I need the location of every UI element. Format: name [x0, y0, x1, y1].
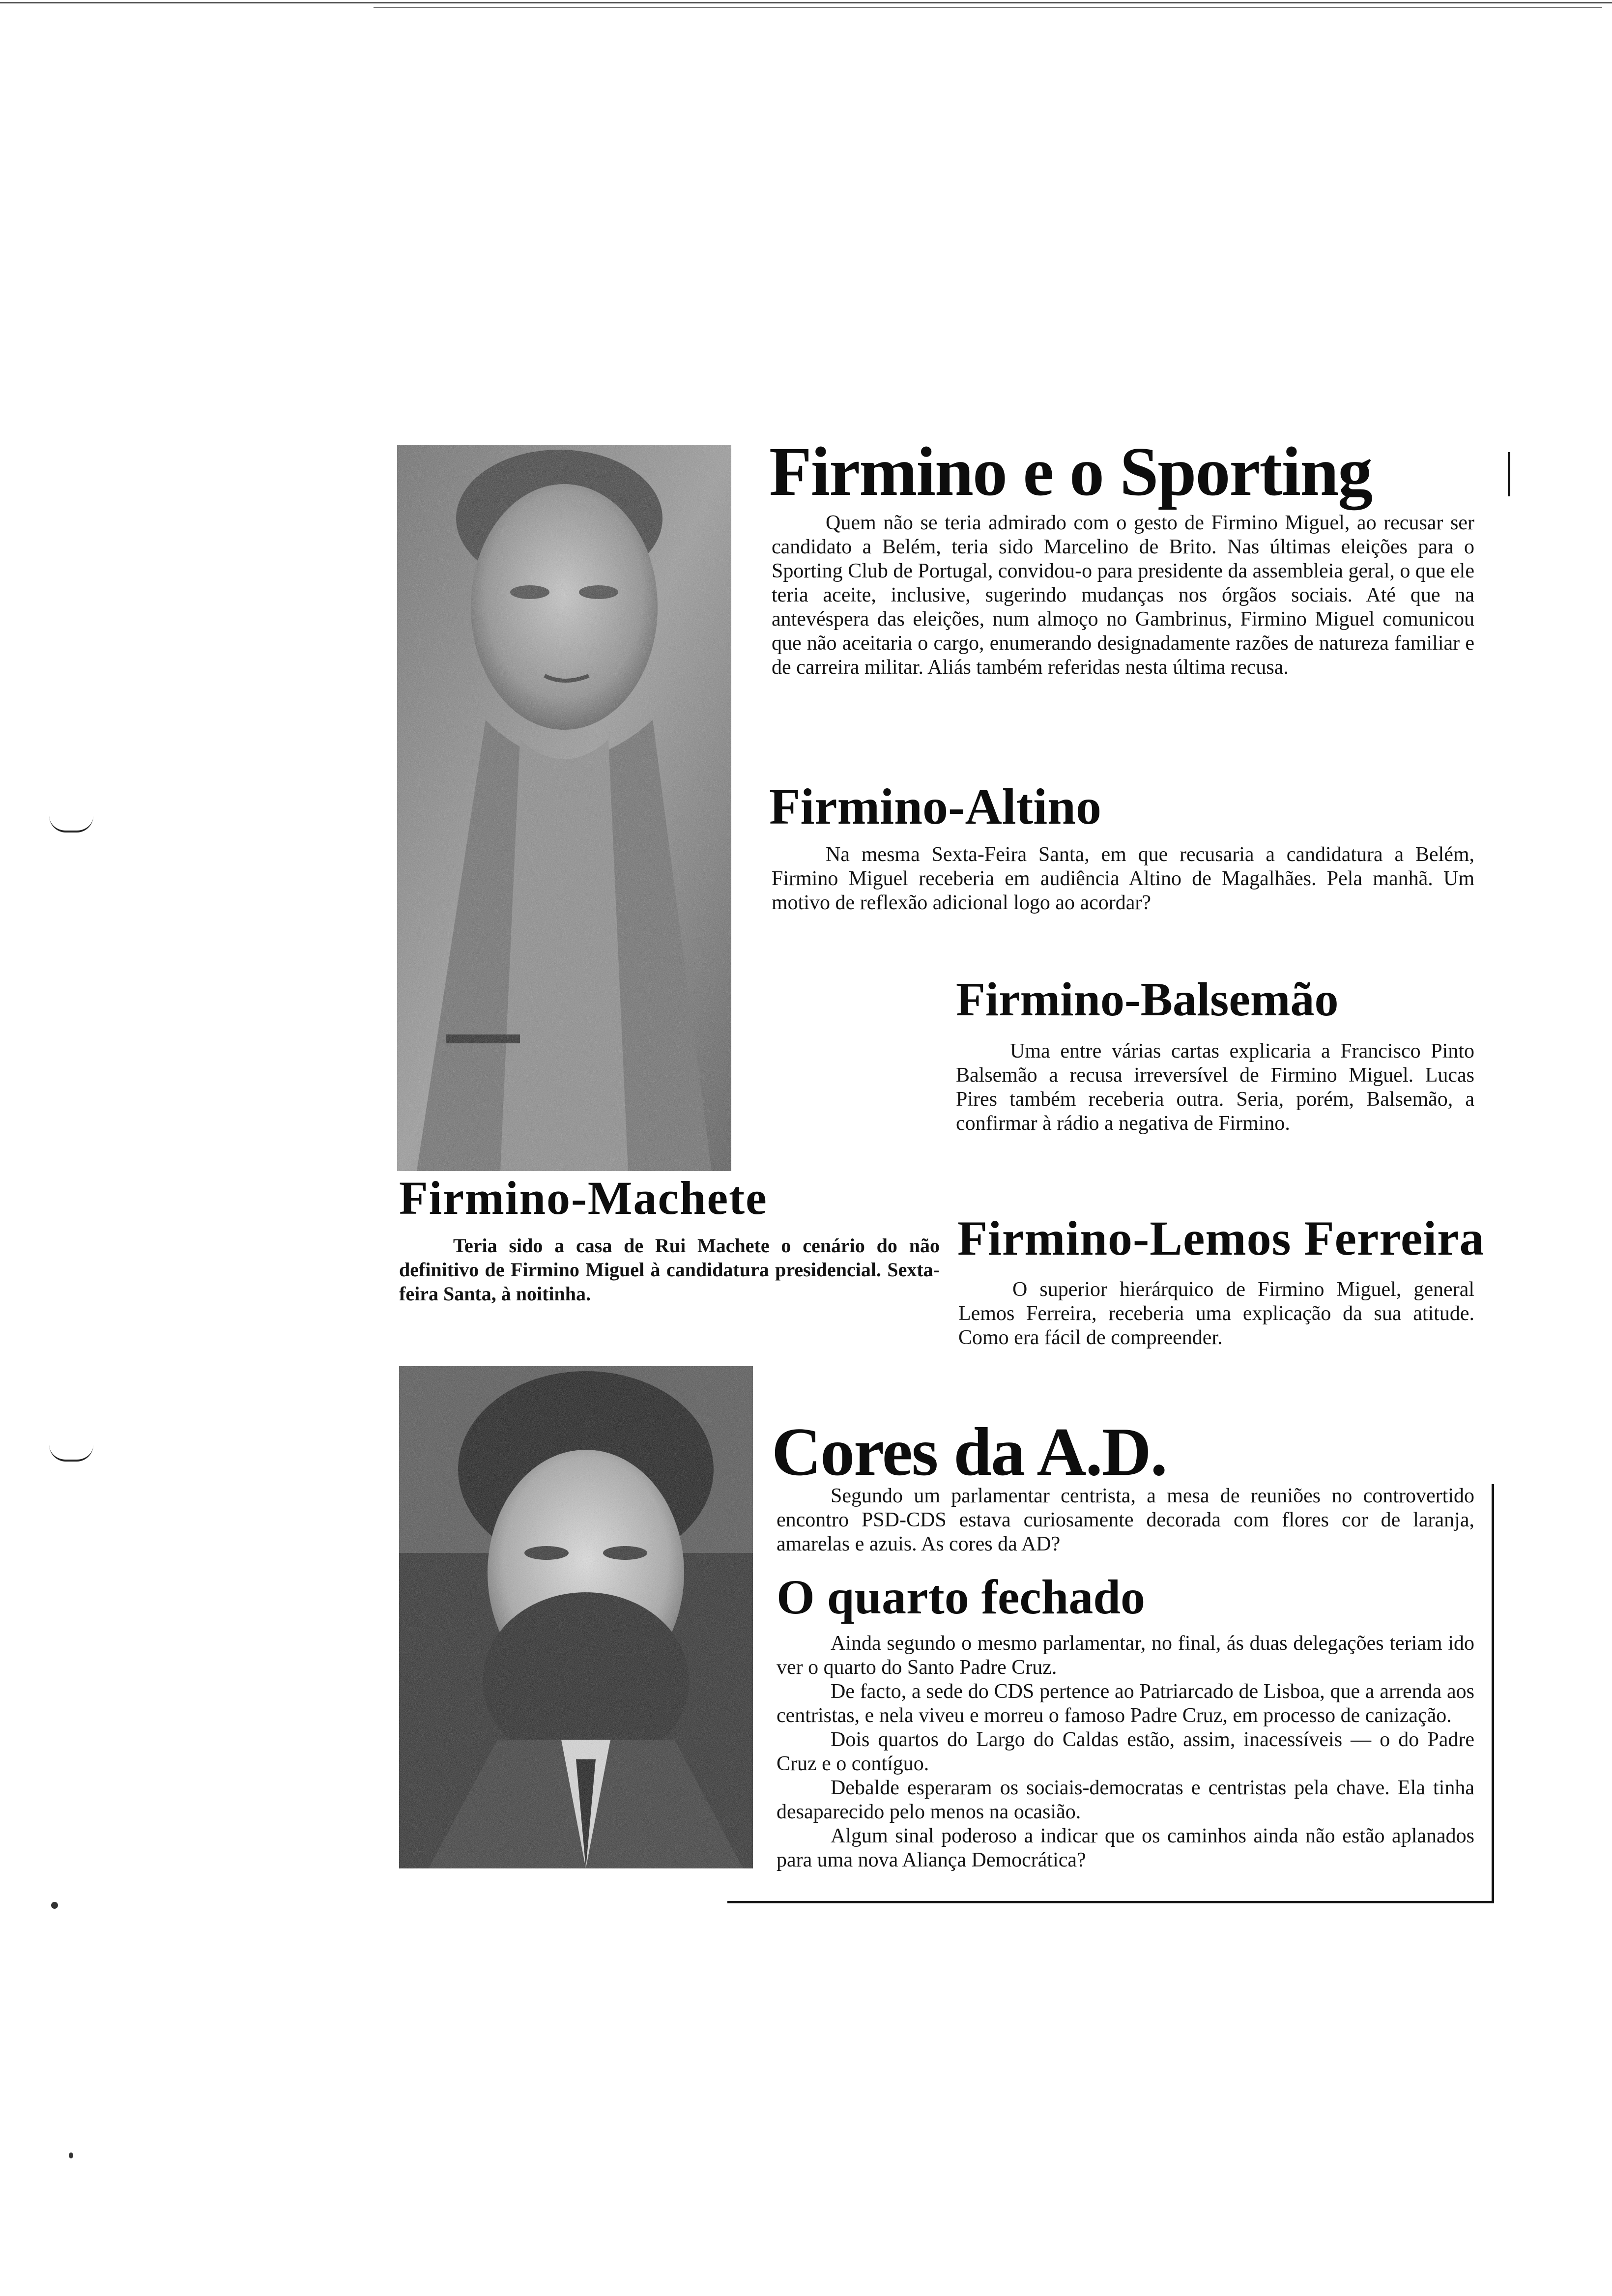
paragraph: De facto, a sede do CDS pertence ao Patriarcado de Lisboa, que a arrenda aos centristas, e nela viveu e morreu o famoso Padre Cruz, em processo de canização. [777, 1680, 1474, 1727]
margin-dot [69, 2152, 73, 2158]
article-quarto-body [777, 1632, 1474, 1872]
punch-mark [49, 816, 93, 832]
headline-cores: Cores da A.D. [772, 1414, 1167, 1490]
paragraph: Uma entre várias cartas explicaria a Francisco Pinto Balsemão a recusa irreversível de Firmino Miguel. Lucas Pires também receberia outra. Seria, porém, Balsemão, a confirmar à rádio a negativa de Firmino. [956, 1040, 1474, 1135]
scan-edge-line [0, 2, 1612, 3]
headline-altino: Firmino-Altino [769, 778, 1101, 835]
article-lemos-body [958, 1278, 1474, 1350]
photo-rui-machete [399, 1366, 753, 1868]
paragraph: O superior hierárquico de Firmino Miguel, general Lemos Ferreira, receberia uma explicação da sua atitude. Como era fácil de compreender. [958, 1278, 1474, 1349]
paragraph: Teria sido a casa de Rui Machete o cenário do não definitivo de Firmino Miguel à candidatura presidencial. Sexta-feira Santa, à noitinha. [399, 1234, 940, 1305]
article-altino-body [772, 843, 1474, 915]
headline-balsemao: Firmino-Balsemão [956, 973, 1339, 1026]
paragraph: Debalde esperaram os sociais-democratas e centristas pela chave. Ela tinha desaparecido pelo menos na ocasião. [777, 1777, 1474, 1823]
article-cores-body [777, 1484, 1474, 1556]
headline-lemos: Firmino-Lemos Ferreira [957, 1211, 1485, 1265]
paragraph: Algum sinal poderoso a indicar que os caminhos ainda não estão aplanados para uma nova Aliança Democrática? [777, 1825, 1474, 1871]
paragraph: Quem não se teria admirado com o gesto de Firmino Miguel, ao recusar ser candidato a Belém, teria sido Marcelino de Brito. Nas últimas eleições para o Sporting Club de Portugal, convidou-o para presidente da assembleia geral, o que ele teria aceite, inclusive, sugerindo mudanças nos órgãos sociais. Até que na antevéspera das eleições, num almoço no Gambrinus, Firmino Miguel comunicou que não aceitaria o cargo, enumerando designadamente razões de natureza familiar e de carreira militar. Aliás também referidas nesta última recusa. [772, 512, 1474, 679]
clipping-right-rule [1492, 1484, 1494, 1902]
photo-firmino-miguel [397, 445, 731, 1171]
right-margin-rule [1508, 452, 1510, 496]
headline-sporting: Firmino e o Sporting [769, 432, 1372, 510]
headline-machete: Firmino-Machete [399, 1172, 768, 1224]
portrait-image [397, 445, 731, 1171]
article-sporting-body [772, 511, 1474, 680]
margin-dot [51, 1902, 58, 1909]
article-balsemao-body [956, 1039, 1474, 1136]
clipping-bottom-rule [727, 1901, 1494, 1903]
headline-quarto: O quarto fechado [777, 1570, 1145, 1624]
scan-edge-line [374, 7, 1602, 8]
paragraph: Na mesma Sexta-Feira Santa, em que recusaria a candidatura a Belém, Firmino Miguel receberia em audiência Altino de Magalhães. Pela manhã. Um motivo de reflexão adicional logo ao acordar? [772, 843, 1474, 914]
portrait-image [399, 1366, 753, 1868]
paragraph: Ainda segundo o mesmo parlamentar, no final, ás duas delegações teriam ido ver o quarto do Santo Padre Cruz. [777, 1632, 1474, 1679]
punch-mark [49, 1445, 93, 1462]
paragraph: Segundo um parlamentar centrista, a mesa de reuniões no controvertido encontro PSD-CDS estava curiosamente decorada com flores cor de laranja, amarelas e azuis. As cores da AD? [777, 1485, 1474, 1555]
paragraph: Dois quartos do Largo do Caldas estão, assim, inacessíveis — o do Padre Cruz e o contíguo. [777, 1728, 1474, 1775]
article-machete-body [399, 1234, 940, 1306]
